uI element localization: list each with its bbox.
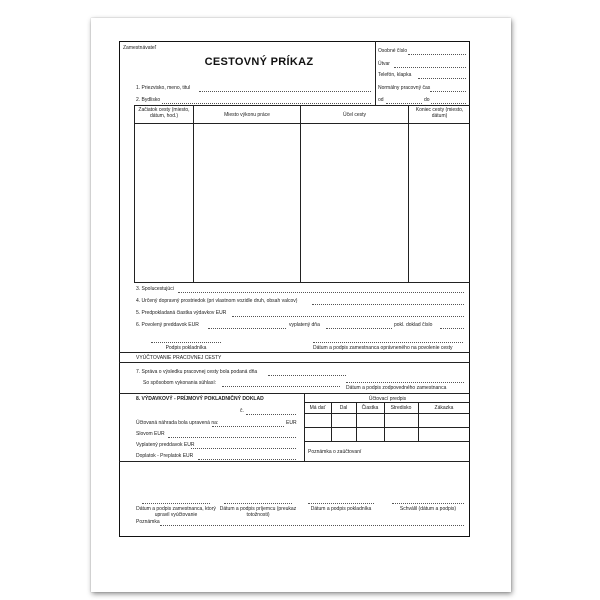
note-label: Poznámka <box>136 519 160 525</box>
adjusted-eur: EUR <box>286 420 297 426</box>
col-end-header: Koniec cesty (miesto, dátum) <box>415 107 464 119</box>
col-start-header: Začiatok cesty (miesto, dátum, hod.) <box>138 107 190 119</box>
balance-label: Doplatok - Preplatok EUR <box>136 453 194 459</box>
manner-label: So spôsobom vykonania súhlasí: <box>143 380 217 386</box>
accounting-note-label: Poznámka o zaúčtovaní <box>308 449 362 455</box>
accounting-title: Účtovací predpis <box>368 396 407 402</box>
sig-cashier: Dátum a podpis pokladníka <box>310 506 372 512</box>
sig-approved: Schválil (dátum a podpis) <box>399 506 457 512</box>
advance-paid-label: vyplatený dňa <box>289 322 320 328</box>
expense-doc-label: 8. VÝDAVKOVÝ - PRÍJMOVÝ POKLADNIČNÝ DOKLAD <box>136 396 264 402</box>
adjusted-label: Účtovaná náhrada bola upravená na: <box>136 420 219 426</box>
transport-label: 4. Určený dopravný prostriedok (pri vlastnom vozidle druh, obsah valcov) <box>136 298 298 304</box>
name-label: 1. Priezvisko, meno, titul <box>136 85 191 91</box>
paid-advance-label: Vyplatený preddavok EUR <box>136 442 195 448</box>
acc-col-amount: Čiastka <box>361 405 379 411</box>
department-label: Útvar <box>378 61 390 67</box>
expected-costs-label: 5. Predpokladaná čiastka výdavkov EUR <box>136 310 227 316</box>
form-title: CESTOVNÝ PRÍKAZ <box>204 56 314 68</box>
report-label: 7. Správa o výsledku pracovnej cesty bola podaná dňa <box>136 369 258 375</box>
sig-employee: Dátum a podpis zamestnanca, ktorý upravil vyúčtovanie <box>136 506 216 518</box>
phone-label: Telefón, klapka <box>378 72 412 78</box>
authorized-sig-label: Dátum a podpis zamestnanca oprávneného na povolenie cesty <box>313 345 453 351</box>
acc-col-debit: Má dať <box>309 405 326 411</box>
cashier-sig-label: Podpis pokladníka <box>165 345 207 351</box>
in-words-label: Slovom EUR <box>136 431 165 437</box>
responsible-sig-label: Dátum a podpis zodpovedného zamestnanca <box>346 385 447 391</box>
companions-label: 3. Spolucestujúci <box>136 286 174 292</box>
col-purpose-header: Účel cesty <box>342 112 367 118</box>
cash-doc-label: pokl. doklad číslo <box>394 322 433 328</box>
acc-col-credit: Dal <box>339 405 348 411</box>
doc-number-label: č. <box>240 408 244 414</box>
to-label: do <box>424 97 430 103</box>
sig-recipient: Dátum a podpis príjemcu (preukaz totožnosti) <box>219 506 297 518</box>
residence-label: 2. Bydlisko <box>136 97 161 103</box>
employer-label: Zamestnávateľ <box>123 45 157 51</box>
personal-no-label: Osobné číslo <box>378 48 408 54</box>
work-time-label: Normálny pracovný čas <box>378 85 431 91</box>
settlement-heading: VYÚČTOVANIE PRACOVNEJ CESTY <box>136 355 222 361</box>
from-label: od <box>378 97 384 103</box>
col-place-header: Miesto výkonu práce <box>224 112 270 118</box>
advance-label: 6. Povolený preddavok EUR <box>136 322 199 328</box>
acc-col-order: Zákazka <box>434 405 454 411</box>
acc-col-center: Stredisko <box>390 405 412 411</box>
